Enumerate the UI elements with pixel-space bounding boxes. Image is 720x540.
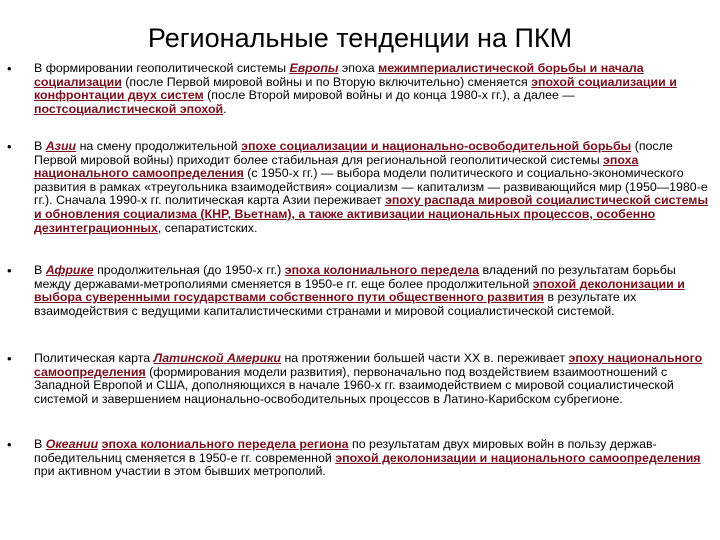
region-name: Азии (45, 139, 77, 153)
region-name: Африке (45, 263, 94, 277)
body-text: по результатам двух мировых войн в пользу держав-победительниц сменяется в 1950-е гг. современной (34, 437, 657, 465)
highlighted-term: эпохой деколонизации и выбора суверенными государствами собственного пути общественного развития (34, 276, 685, 305)
body-text: на протяжении большей части XX в. переживает (281, 351, 569, 365)
body-text: (после Первой мировой войны и по Вторую включительно) сменяется (121, 74, 532, 89)
body-text: на смену продолжительной (76, 139, 242, 153)
body-text: В формировании геополитической системы (34, 61, 290, 75)
body-text: В (34, 263, 46, 277)
highlighted-term: межимпериалистической борьбы и начала социализации (34, 61, 644, 89)
list-item-text (34, 352, 714, 406)
highlighted-term: эпоха колониального передела региона (101, 437, 349, 451)
body-text: (с 1950-х гг.) — выбора модели политического и социально-экономического развития в рамках «треугольника взаимодействия» социализм — капитализм — развивающийся мир (1950—1980-е гг.). Сначала 1990-х гг. политическая карта Азии переживает (34, 166, 708, 208)
list-item-text (34, 140, 714, 235)
list-item-text (34, 62, 714, 116)
body-text: эпоха (338, 61, 379, 75)
highlighted-term: эпохой социализации и конфронтации двух систем (34, 74, 677, 103)
highlighted-term: эпоха национального самоопределения (34, 152, 639, 181)
bullet-icon: • (7, 351, 12, 366)
bullet-icon: • (7, 61, 12, 76)
list-item-text (34, 264, 714, 318)
body-text: . (223, 101, 227, 116)
body-text: в результате их взаимодействия с ведущими капиталистическими странами и мировой социалистической системой. (34, 290, 637, 318)
bullet-icon: • (7, 139, 12, 154)
highlighted-term: эпохой деколонизации и национального самоопределения (335, 450, 701, 465)
body-text: (формирования модели развития), первоначально под воздействием взаимоотношений с Западной Европой и США, дополняющихся в начале 1960-х гг. взаимодействием с мировой социалистической системой и завершением национально-освободительных процессов в Латино-Карибском субрегионе. (34, 364, 674, 406)
region-name: Европы (289, 61, 339, 75)
highlighted-term: эпоху национального самоопределения (34, 351, 703, 379)
region-name: Океании (45, 437, 99, 451)
bullet-icon: • (7, 437, 12, 452)
body-text: В (34, 437, 46, 451)
highlighted-term: постсоциалистической эпохой (34, 101, 224, 116)
body-text: владений по результатам борьбы между державами-метрополиями сменяется в 1950-е гг. еще более продолжительной (34, 263, 676, 291)
body-text: при активном участии в этом бывших метрополий. (34, 464, 326, 479)
highlighted-term: эпоха колониального передела (284, 263, 480, 277)
body-text: Политическая карта (34, 351, 154, 365)
page-title: Региональные тенденции на ПКМ (147, 23, 573, 53)
highlighted-term: эпоху распада мировой социалистической системы и обновления социализма (КНР, Вьетнам), а также активизации национальных процессов, особенно дезинтеграционных (34, 193, 709, 235)
bullet-icon: • (7, 263, 12, 278)
highlighted-term: эпохе социализации и национально-освободительной борьбы (241, 139, 632, 153)
body-text: (после Первой мировой войны) приходит более стабильная для региональной геополитической системы (34, 139, 673, 167)
body-text: (после Второй мировой войны и до конца 1980-х гг.), а далее — (203, 88, 575, 103)
body-text: , сепаратистских. (157, 220, 258, 235)
region-name: Латинской Америки (153, 351, 281, 365)
list-item-text (34, 438, 714, 479)
body-text: продолжительная (до 1950-х гг.) (93, 263, 285, 277)
body-text: В (34, 139, 46, 153)
